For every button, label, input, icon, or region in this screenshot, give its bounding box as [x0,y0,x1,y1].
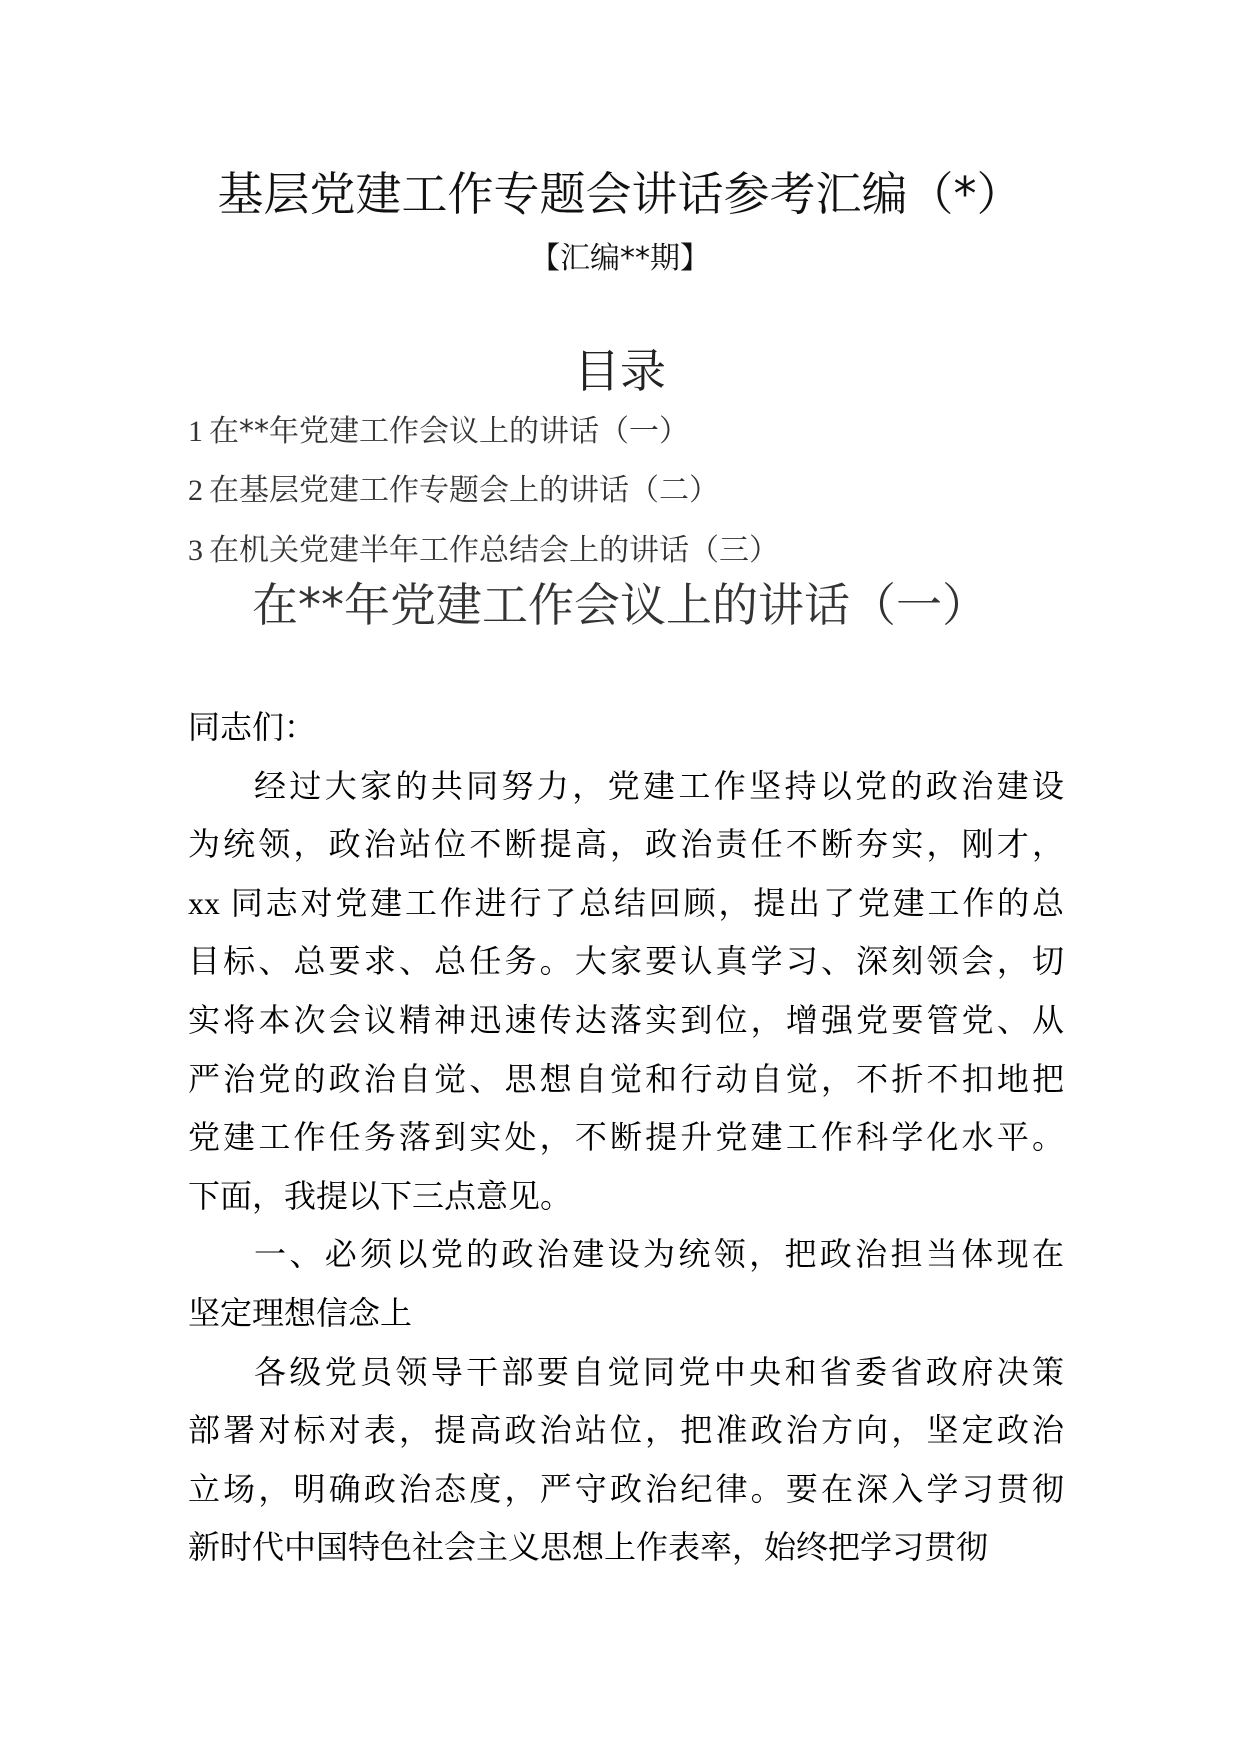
paragraph-line: xx 同志对党建工作进行了总结回顾，提出了党建工作的总 [188,883,1064,922]
toc-item-text: 在**年党建工作会议上的讲话（一） [209,414,689,449]
toc-item-text: 在机关党建半年工作总结会上的讲话（三） [209,533,779,568]
paragraph-line: 下面，我提以下三点意见。 [188,1176,573,1215]
toc-item-text: 在基层党建工作专题会上的讲话（二） [209,473,719,508]
body-text [188,698,1064,1577]
toc-item[interactable] [188,413,689,451]
paragraph-line: 坚定理想信念上 [188,1293,413,1332]
toc-item[interactable] [188,472,719,510]
salutation: 同志们： [188,708,317,746]
paragraph-line: 目标、总要求、总任务。大家要认真学习、深刻领会，切 [188,942,1064,981]
paragraph-line: 实将本次会议精神迅速传达落实到位，增强党要管党、从 [188,1000,1064,1039]
paragraph-line: 立场，明确政治态度，严守政治纪律。要在深入学习贯彻 [188,1469,1064,1508]
toc-item-number: 2 [188,474,203,507]
toc-item[interactable] [188,532,779,570]
section-title: 在**年党建工作会议上的讲话（一） [252,578,988,632]
toc-heading: 目录 [574,344,666,398]
paragraph-line: 各级党员领导干部要自觉同党中央和省委省政府决策 [254,1352,1064,1391]
document-title: 基层党建工作专题会讲话参考汇编（*） [217,167,1023,221]
paragraph-line: 经过大家的共同努力，党建工作坚持以党的政治建设 [254,766,1064,805]
paragraph-line: 部署对标对表，提高政治站位，把准政治方向，坚定政治 [188,1411,1064,1450]
paragraph-line: 严治党的政治自觉、思想自觉和行动自觉，不折不扣地把 [188,1059,1064,1098]
document-subtitle: 【汇编**期】 [530,241,710,276]
paragraph-line: 党建工作任务落到实处，不断提升党建工作科学化水平。 [188,1118,1064,1157]
toc-item-number: 1 [188,415,203,448]
paragraph-line: 为统领，政治站位不断提高，政治责任不断夯实，刚才， [188,825,1064,864]
paragraph-line: 一、必须以党的政治建设为统领，把政治担当体现在 [254,1235,1064,1274]
toc-item-number: 3 [188,534,203,567]
paragraph-line: 新时代中国特色社会主义思想上作表率，始终把学习贯彻 [188,1528,989,1567]
